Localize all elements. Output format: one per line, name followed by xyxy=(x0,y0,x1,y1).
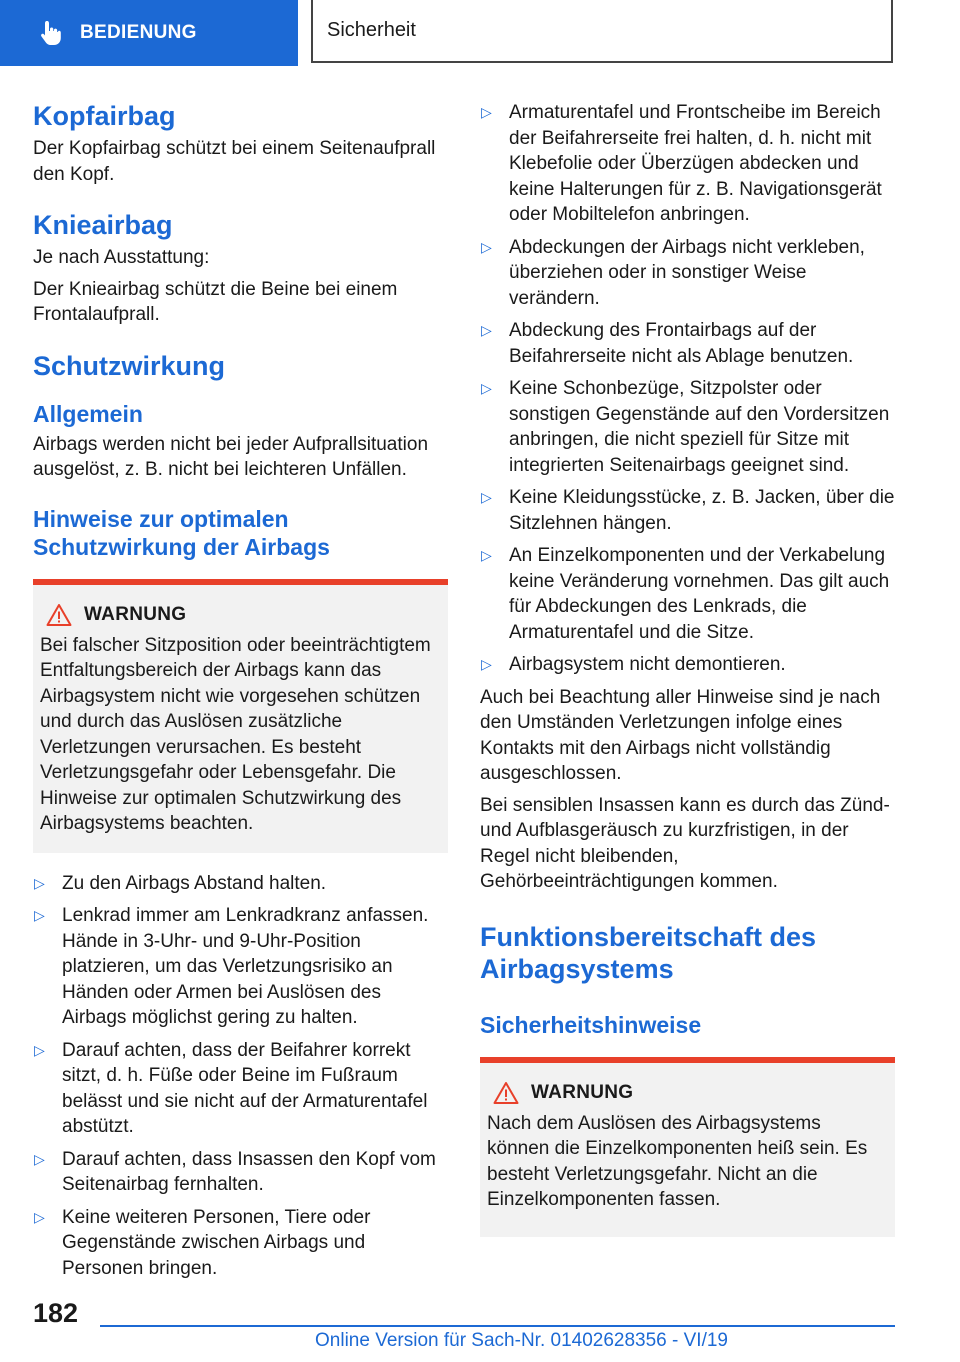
section-tab[interactable] xyxy=(0,0,298,66)
list-item: ▷ Darauf achten, dass der Beifahrer korrekt sitzt, d. h. Füße oder Beine im Fußraum belässt und sie nicht auf der Armaturentafel abstützt. xyxy=(33,1038,448,1140)
text-allgemein: Airbags werden nicht bei jeder Aufprallsituation ausgelöst, z. B. nicht bei leichteren Unfällen. xyxy=(33,433,429,480)
text-paragraph-2: Bei sensiblen Insassen kann es durch das Zünd- und Aufblasgeräusch zu kurzfristigen, in der Regel nicht bleibenden, Gehörbeeinträchtigungen kommen. xyxy=(480,794,890,892)
triangle-bullet-icon: ▷ xyxy=(481,656,492,672)
left-column xyxy=(33,100,448,1288)
triangle-bullet-icon: ▷ xyxy=(481,380,492,396)
list-item: ▷ An Einzelkomponenten und der Verkabelung keine Veränderung vornehmen. Das gilt auch für Abdeckungen des Lenkrads, die Armaturentafel und die Sitze. xyxy=(480,543,895,645)
triangle-bullet-icon: ▷ xyxy=(481,489,492,505)
list-item: ▷ Airbagsystem nicht demontieren. xyxy=(480,652,895,678)
triangle-bullet-icon: ▷ xyxy=(34,874,45,891)
triangle-bullet-icon: ▷ xyxy=(34,907,45,923)
text-knieairbag-1: Je nach Ausstattung: xyxy=(33,247,210,268)
warning-box xyxy=(33,579,448,853)
list-item: ▷ Keine Schonbezüge, Sitzpolster oder sonstigen Gegenstände auf den Vordersitzen anbringen, die nicht speziell für Sitze mit integrierten Seitenairbags geeignet sind. xyxy=(480,376,895,478)
heading-hinweise: Hinweise zur optimalen Schutzwirkung der Airbags xyxy=(33,505,330,560)
list-item: ▷ Lenkrad immer am Lenkradkranz anfassen. Hände in 3-Uhr- und 9-Uhr-Position platzieren, um das Verletzungsrisiko an Händen oder Armen bei Auslösen des Airbags möglichst gering zu halten. xyxy=(33,903,448,1031)
heading-kopfairbag: Kopfairbag xyxy=(33,101,176,131)
triangle-bullet-icon: ▷ xyxy=(481,104,492,120)
list-item: ▷ Armaturentafel und Frontscheibe im Bereich der Beifahrerseite frei halten, d. h. nicht mit Klebefolie oder Überzügen abdecken und keine Halterungen für z. B. Navigationsgerät oder Mobiltelefon anbringen. xyxy=(480,100,895,228)
chapter-label: Sicherheit xyxy=(327,19,416,41)
bullet-list-right xyxy=(480,100,895,678)
warning-text: Bei falscher Sitzposition oder beeinträchtigtem Entfaltungsbereich der Airbags kann das Airbagsystem nicht wie vorgesehen schützen und durch das Auslösen zusätzliche Verletzungen verursachen. Es besteht Verletzungsgefahr oder Lebensgefahr. Die Hinweise zur optimalen Schutzwirkung des Airbagsystems beachten. xyxy=(40,634,431,834)
warning-title: WARNUNG xyxy=(531,1081,634,1103)
list-item: ▷ Keine weiteren Personen, Tiere oder Gegenstände zwischen Airbags und Personen bringen. xyxy=(33,1205,448,1282)
list-item: ▷ Darauf achten, dass Insassen den Kopf vom Seitenairbag fernhalten. xyxy=(33,1147,448,1198)
warning-text: Nach dem Auslösen des Airbagsystems können die Einzelkomponenten heiß sein. Es besteht Verletzungsgefahr. Nicht an die Einzelkomponenten fassen. xyxy=(487,1112,868,1210)
online-version-text: Online Version für Sach-Nr. 01402628356 - VI/19 xyxy=(315,1330,728,1351)
triangle-bullet-icon: ▷ xyxy=(481,322,492,338)
warning-title: WARNUNG xyxy=(84,603,187,625)
page-number: 182 xyxy=(33,1298,79,1328)
right-column xyxy=(480,100,895,1237)
triangle-bullet-icon: ▷ xyxy=(481,547,492,563)
list-item: ▷ Keine Kleidungsstücke, z. B. Jacken, über die Sitzlehnen hängen. xyxy=(480,485,895,536)
list-item: ▷ Abdeckungen der Airbags nicht verkleben, überziehen oder in sonstiger Weise verändern. xyxy=(480,235,895,312)
page-footer xyxy=(0,1290,960,1362)
heading-knieairbag: Knieairbag xyxy=(33,210,173,240)
triangle-bullet-icon: ▷ xyxy=(34,1208,45,1225)
triangle-bullet-icon: ▷ xyxy=(34,1150,45,1167)
list-item: ▷ Zu den Airbags Abstand halten. xyxy=(33,871,448,897)
chapter-tab[interactable] xyxy=(311,0,893,63)
heading-schutzwirkung: Schutzwirkung xyxy=(33,350,226,381)
footer-divider xyxy=(100,1325,895,1327)
heading-funktionsbereitschaft: Funktionsbereitschaft des Airbagsystems xyxy=(480,921,817,984)
section-label: BEDIENUNG xyxy=(80,22,197,43)
text-paragraph-1: Auch bei Beachtung aller Hinweise sind je nach den Umständen Verletzungen infolge eines Kontakts mit den Airbags nicht vollständig ausgeschlossen. xyxy=(480,686,881,784)
heading-allgemein: Allgemein xyxy=(33,400,143,427)
page-header xyxy=(0,0,960,66)
bullet-list-left xyxy=(33,871,448,1282)
triangle-bullet-icon: ▷ xyxy=(481,238,492,255)
hand-icon xyxy=(36,18,66,48)
warning-box xyxy=(480,1057,895,1237)
heading-sicherheitshinweise: Sicherheitshinweise xyxy=(480,1011,702,1038)
triangle-bullet-icon: ▷ xyxy=(34,1041,45,1058)
list-item: ▷ Abdeckung des Frontairbags auf der Beifahrerseite nicht als Ablage benutzen. xyxy=(480,318,895,369)
text-kopfairbag: Der Kopfairbag schützt bei einem Seitenaufprall den Kopf. xyxy=(33,138,436,185)
warning-triangle-icon xyxy=(46,603,72,627)
text-knieairbag-2: Der Knieairbag schützt die Beine bei einem Frontalaufprall. xyxy=(33,278,398,325)
warning-triangle-icon xyxy=(493,1081,519,1105)
